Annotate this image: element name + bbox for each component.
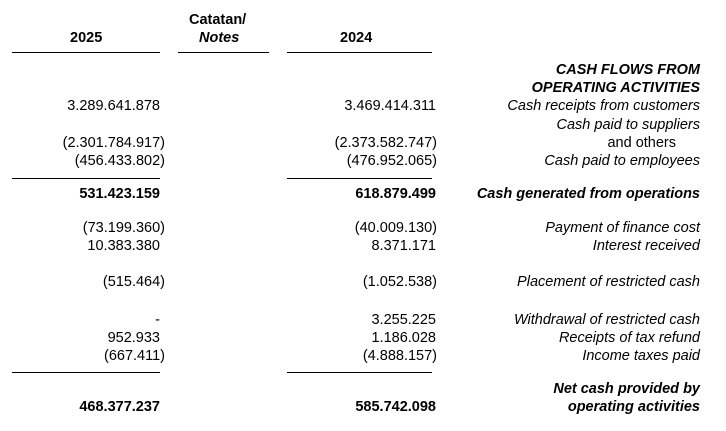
row-description: Interest received bbox=[592, 238, 700, 254]
row-value-2024: (476.952.065) bbox=[346, 153, 437, 169]
notes-header-line2: Notes bbox=[199, 30, 240, 46]
row-value-2025: (2.301.784.917) bbox=[62, 135, 165, 151]
row-value-2024: (40.009.130) bbox=[354, 220, 437, 236]
section-title-line1: CASH FLOWS FROM bbox=[555, 62, 700, 78]
notes-header-line1: Catatan/ bbox=[189, 12, 247, 28]
total-description-line2: operating activities bbox=[567, 399, 700, 415]
row-description: Cash receipts from customers bbox=[507, 98, 700, 114]
row-description: Income taxes paid bbox=[582, 348, 700, 364]
row-value-2024: (4.888.157) bbox=[362, 348, 437, 364]
subtotal-value-2024: 618.879.499 bbox=[355, 186, 436, 202]
year-2024-header: 2024 bbox=[340, 30, 373, 46]
row-value-2025: (515.464) bbox=[102, 274, 165, 290]
row-value-2024: 8.371.171 bbox=[371, 238, 436, 254]
header-rule-2025 bbox=[12, 52, 160, 53]
row-value-2024: 3.469.414.311 bbox=[344, 98, 436, 114]
row-value-2025: 3.289.641.878 bbox=[67, 98, 160, 114]
row-description: Cash paid to suppliers bbox=[556, 117, 700, 133]
row-value-2024: 1.186.028 bbox=[371, 330, 436, 346]
row-value-2025: (667.411) bbox=[104, 348, 165, 364]
row-description-cont: and others bbox=[607, 135, 676, 151]
row-value-2024: 3.255.225 bbox=[371, 312, 436, 328]
header-rule-2024 bbox=[287, 52, 432, 53]
row-value-2025: 10.383.380 bbox=[87, 238, 160, 254]
row-value-2025: (73.199.360) bbox=[82, 220, 165, 236]
subtotal-value-2025: 531.423.159 bbox=[79, 186, 160, 202]
total-value-2025: 468.377.237 bbox=[79, 399, 160, 415]
row-value-2025: (456.433.802) bbox=[74, 153, 165, 169]
total-rule-2024 bbox=[287, 372, 432, 373]
row-description: Receipts of tax refund bbox=[558, 330, 700, 346]
total-rule-2025 bbox=[12, 372, 160, 373]
subtotal-rule-2025 bbox=[12, 178, 160, 179]
total-value-2024: 585.742.098 bbox=[355, 399, 436, 415]
row-value-2025: - bbox=[155, 312, 160, 328]
year-2025-header: 2025 bbox=[70, 30, 103, 46]
row-description: Placement of restricted cash bbox=[517, 274, 700, 290]
row-value-2024: (2.373.582.747) bbox=[334, 135, 437, 151]
total-description-line1: Net cash provided by bbox=[553, 381, 700, 397]
row-description: Payment of finance cost bbox=[545, 220, 700, 236]
row-value-2025: 952.933 bbox=[107, 330, 160, 346]
row-value-2024: (1.052.538) bbox=[362, 274, 437, 290]
subtotal-rule-2024 bbox=[287, 178, 432, 179]
header-rule-notes bbox=[178, 52, 269, 53]
subtotal-description: Cash generated from operations bbox=[476, 186, 700, 202]
row-description: Cash paid to employees bbox=[544, 153, 700, 169]
section-title-line2: OPERATING ACTIVITIES bbox=[531, 80, 700, 96]
row-description: Withdrawal of restricted cash bbox=[513, 312, 700, 328]
